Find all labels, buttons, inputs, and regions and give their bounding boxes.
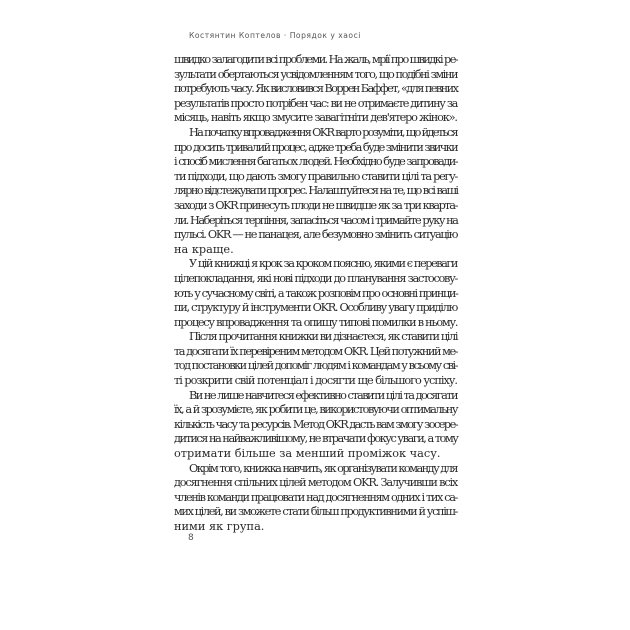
paragraph-3	[174, 257, 457, 330]
text-line: про досить тривалий процес, адже треба буде змінити звички	[174, 140, 458, 154]
paragraph-2	[174, 126, 457, 257]
paragraph-5	[174, 389, 457, 462]
text-line: їх, а й зрозумієте, як робити це, використовуючи оптимальну	[174, 403, 457, 417]
text-line: потребують часу. Як висловився Воррен Баффет, «для певних	[174, 82, 458, 96]
text-line: Окрім того, книжка навчить, як організувати команду для	[189, 461, 457, 475]
text-line: процесу впровадження та опишу типові помилки в ньому.	[174, 315, 458, 329]
page-number: 8	[188, 533, 194, 543]
text-line: ти підходи, що дають змогу правильно ставити цілі та регу-	[174, 169, 457, 183]
paragraph-6	[174, 462, 457, 535]
paragraph-1	[174, 53, 457, 126]
text-line: На початку впровадження OKR варто розуміти, що йдеться	[189, 125, 457, 139]
paragraph-4	[174, 330, 457, 388]
text-line: заходи з OKR принесуть плоди не швидше як за три кварта-	[174, 198, 457, 212]
text-line: місяць, навіть якщо змусите завагітніти дев'ятеро жінок».	[174, 111, 457, 125]
text-line: лярно відстежувати прогрес. Налаштуйтеся на те, що всі ваші	[174, 184, 458, 198]
text-line: пи, структуру й інструменти OKR. Особливу увагу приділю	[174, 301, 457, 315]
text-line: ними як група.	[174, 520, 265, 533]
text-line: ли. Наберіться терпіння, запасіться часом і тримайте руку на	[174, 213, 458, 227]
text-line: результатів просто потрібен час: ви не отримаєте дитину за	[174, 96, 457, 110]
text-line: отримати більше за менший проміжок часу.	[174, 447, 441, 461]
text-line: пульсі. OKR — не панацея, але безумовно змінить ситуацію	[174, 228, 458, 242]
running-head: Костянтин Коптелов · Порядок у хаосі	[189, 31, 361, 40]
text-line: У цій книжці я крок за кроком поясню, якими є переваги	[189, 257, 457, 271]
text-line: кількість часу та ресурсів. Метод OKR дасть вам змогу зосере-	[174, 417, 457, 431]
text-line: швидко залагодити всі проблеми. На жаль, мрії про швидкі ре-	[174, 53, 457, 66]
text-line: і спосіб мислення багатьох людей. Необхідно буде запровади-	[174, 155, 457, 169]
text-line: членів команди працювати над досягненням одних і тих са-	[174, 490, 457, 504]
text-line: мих цілей, ви зможете стати більш продуктивними й успіш-	[174, 505, 457, 519]
text-line: та досягати їх перевіреним методом OKR. Цей потужний ме-	[174, 344, 457, 358]
text-line: ті розкрити свій потенціал і досягти ще більшого успіху.	[174, 374, 457, 388]
text-line: зультати обертаються усвідомленням того, що подібні зміни	[174, 67, 458, 81]
text-line: дитися на найважливішому, не втрачати фокус уваги, а тому	[174, 432, 458, 446]
text-line: на краще.	[174, 242, 234, 256]
text-line: цілепокладання, які нові підходи до планування застосову-	[174, 271, 457, 285]
text-line: ють у сучасному світі, а також розповім про основні принци-	[174, 286, 458, 300]
text-line: Ви не лише навчитеся ефективно ставити цілі та досягати	[189, 388, 457, 402]
body-text	[174, 53, 457, 535]
text-line: досягнення спільних цілей методом OKR. Залучивши всіх	[174, 476, 458, 490]
text-line: тод постановки цілей допоміг людям і командам у всьому сві-	[174, 359, 457, 373]
text-line: Після прочитання книжки ви дізнаєтеся, як ставити цілі	[189, 330, 458, 344]
